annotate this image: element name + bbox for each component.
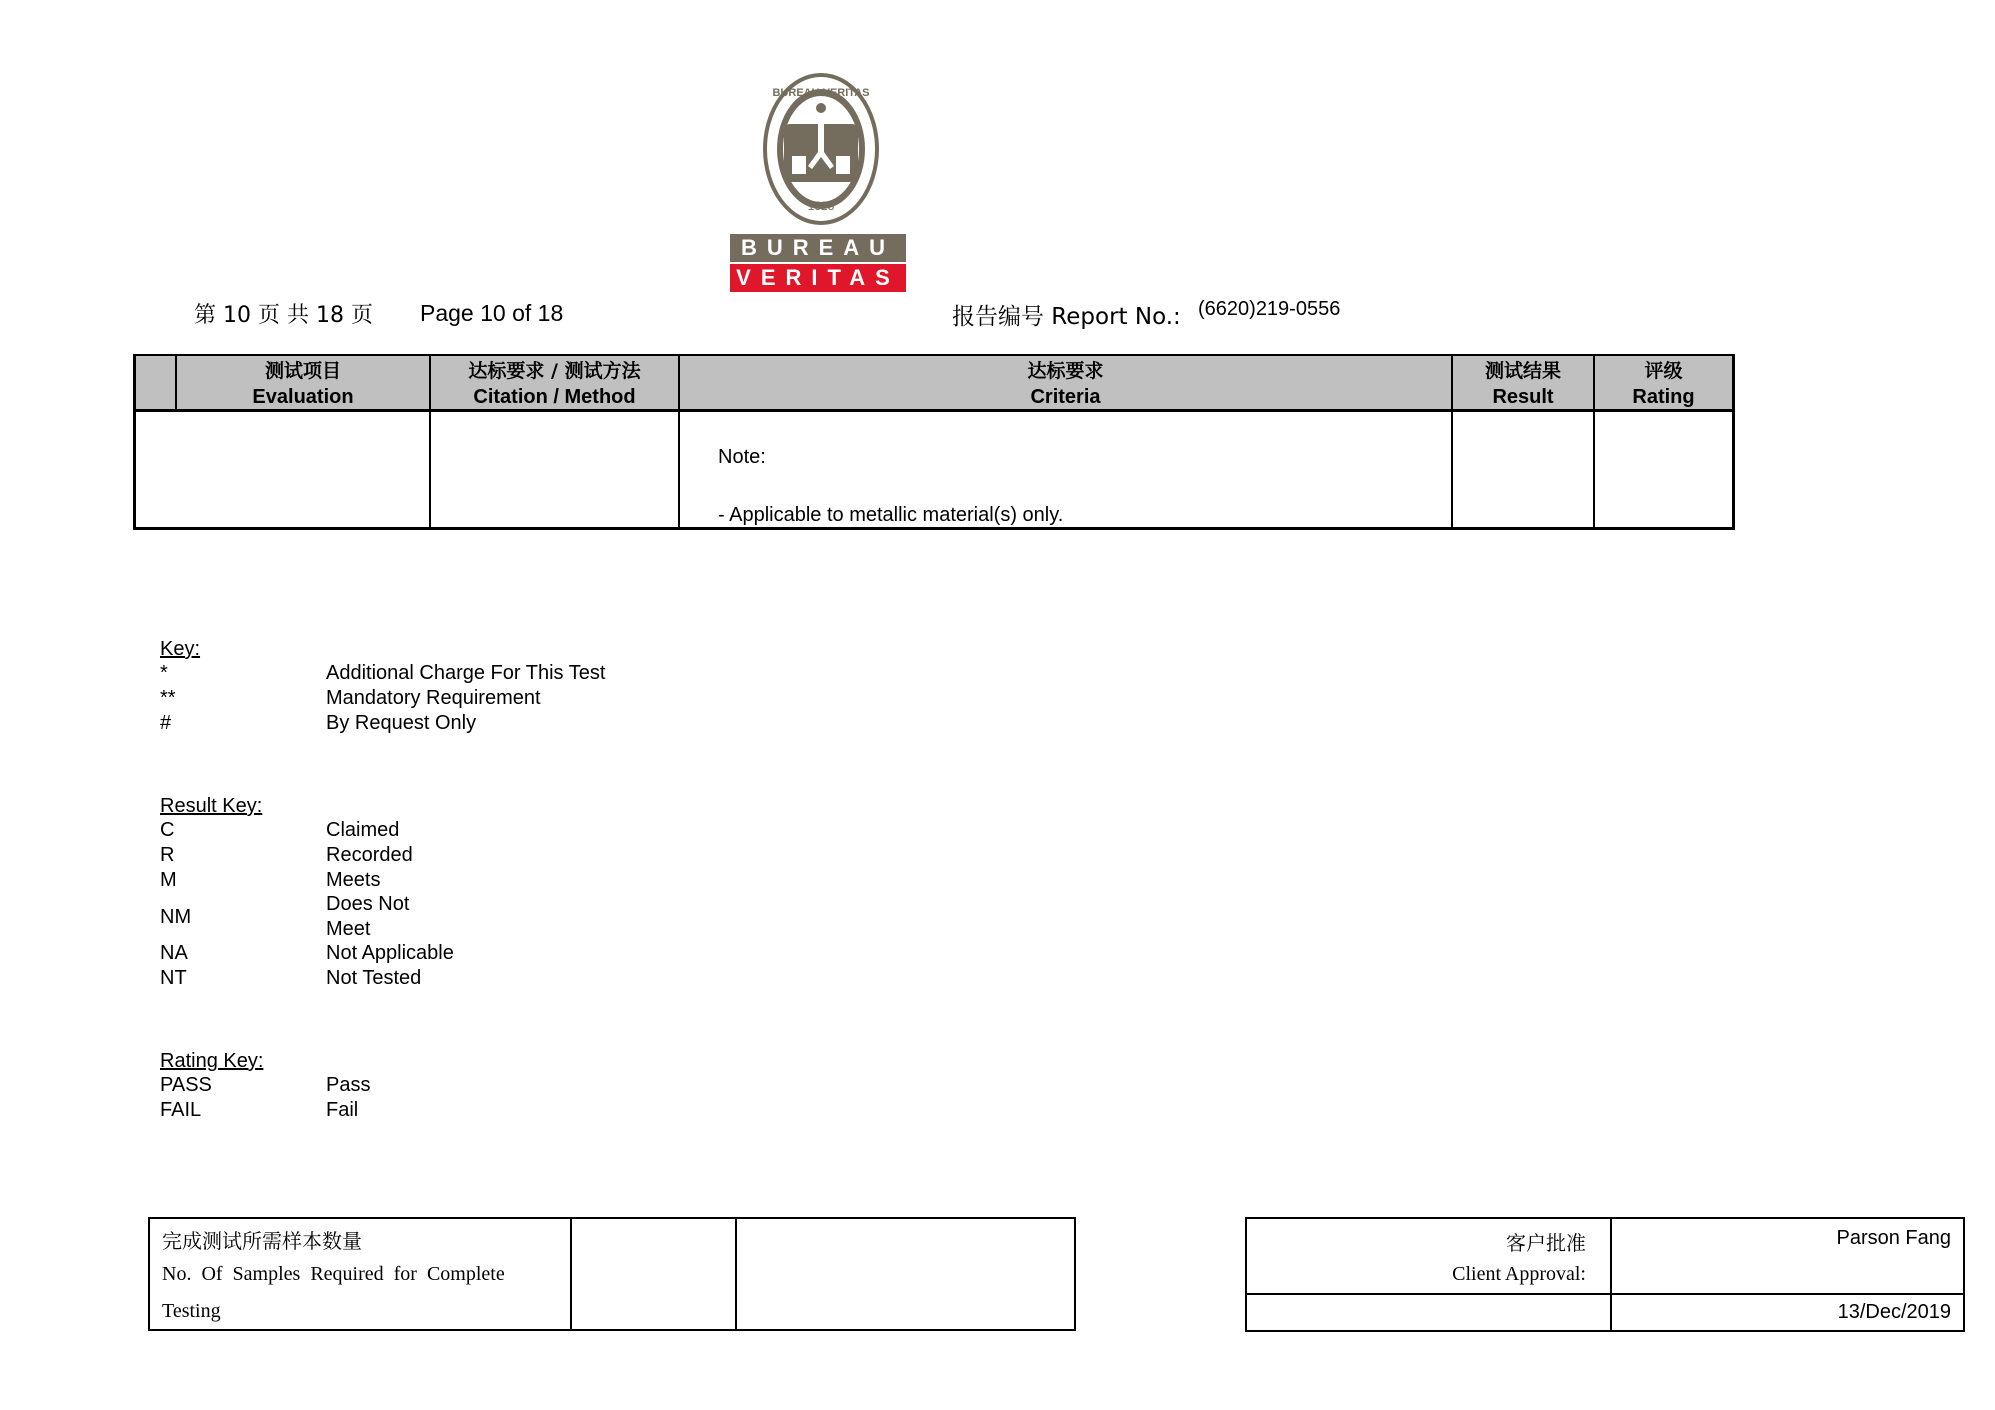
- result-key-code: R: [160, 844, 175, 866]
- page-number-en: Page 10 of 18: [420, 300, 564, 326]
- evaluation-table: [133, 354, 1733, 529]
- result-key-desc: Meets: [326, 869, 381, 891]
- approval-label-cn: 客户批准: [1506, 1231, 1586, 1255]
- result-key-desc: Claimed: [326, 819, 400, 841]
- rating-key-desc: Pass: [326, 1074, 371, 1096]
- column-header-criteria: 达标要求 Criteria: [1027, 360, 1104, 408]
- bureau-veritas-logo: [730, 72, 910, 292]
- logo-veritas-band: VERITAS: [730, 264, 906, 292]
- report-no-value: (6620)219-0556: [1198, 298, 1341, 320]
- result-key-title: Result Key:: [160, 795, 263, 817]
- result-key-desc: Does Not: [326, 893, 410, 915]
- column-header-citation: 达标要求 / 测试方法 Citation / Method: [468, 360, 641, 408]
- key-code: *: [160, 662, 168, 684]
- samples-box: [148, 1217, 1076, 1331]
- seal-emblem-icon: [762, 72, 880, 226]
- key-desc: Mandatory Requirement: [326, 687, 541, 709]
- seal-year: 1828: [807, 199, 835, 213]
- key-code: #: [160, 712, 172, 734]
- key-desc: By Request Only: [326, 712, 477, 734]
- key-title: Key:: [160, 638, 201, 660]
- result-key-code: M: [160, 869, 177, 891]
- approval-label-en: Client Approval:: [1452, 1263, 1586, 1285]
- client-approval-box: [1245, 1217, 1965, 1332]
- page-number-cn: 第 10 页 共 18 页: [194, 303, 373, 328]
- seal-text: BUREAU VERITAS: [772, 87, 870, 99]
- samples-label-en-line2: Testing: [162, 1300, 221, 1322]
- result-key-desc: Recorded: [326, 844, 413, 866]
- result-key-desc: Not Applicable: [326, 942, 454, 964]
- column-header-evaluation: 测试项目 Evaluation: [252, 360, 354, 408]
- rating-key-code: PASS: [160, 1074, 212, 1096]
- result-key-desc: Not Tested: [326, 967, 422, 989]
- rating-key-title: Rating Key:: [160, 1050, 264, 1072]
- approval-date: 13/Dec/2019: [1837, 1301, 1951, 1323]
- samples-label-cn: 完成测试所需样本数量: [162, 1229, 362, 1253]
- result-key-code: NA: [160, 942, 188, 964]
- result-key-code: NT: [160, 967, 187, 989]
- result-key-code: NM: [160, 906, 192, 928]
- key-code: **: [160, 687, 176, 709]
- rating-key-code: FAIL: [160, 1099, 202, 1121]
- approver-name: Parson Fang: [1836, 1227, 1951, 1249]
- column-header-result: 测试结果 Result: [1484, 360, 1561, 408]
- criteria-note-text: - Applicable to metallic material(s) only.: [718, 504, 1064, 526]
- logo-bureau-band: BUREAU: [730, 234, 906, 262]
- key-desc: Additional Charge For This Test: [326, 662, 606, 684]
- rating-key-desc: Fail: [326, 1099, 359, 1121]
- column-header-rating: 评级 Rating: [1632, 360, 1695, 408]
- result-key-desc-line2: Meet: [326, 918, 371, 940]
- result-key-code: C: [160, 819, 175, 841]
- criteria-note-label: Note:: [718, 446, 766, 468]
- report-no-label: 报告编号 Report No.:: [952, 304, 1181, 330]
- samples-label-en: No. Of Samples Required for Complete: [162, 1263, 505, 1285]
